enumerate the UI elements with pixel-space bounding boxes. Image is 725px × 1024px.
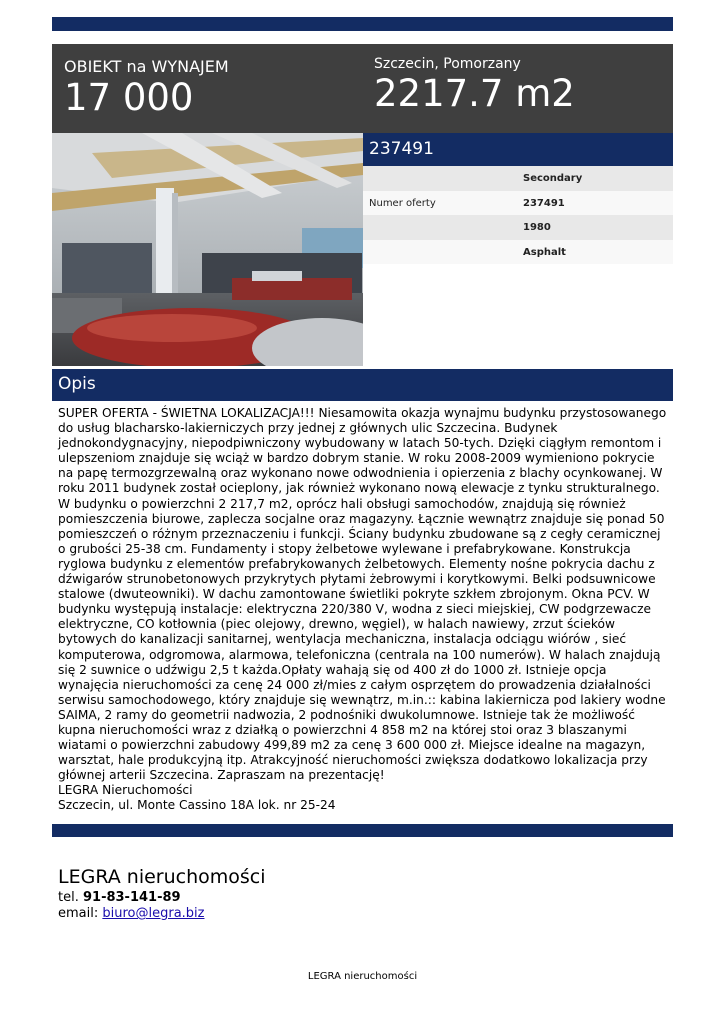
spec-label: Numer oferty (369, 197, 436, 209)
phone-label: tel. (58, 890, 79, 905)
spec-value: 1980 (523, 222, 551, 233)
top-bar (52, 17, 673, 31)
description-agency: LEGRA Nieruchomości (58, 783, 193, 798)
contact-phone (58, 890, 181, 905)
agency-name: LEGRA nieruchomości (58, 866, 266, 888)
page-footer: LEGRA nieruchomości (307, 971, 418, 982)
offer-type: OBIEKT na WYNAJEM (64, 57, 229, 76)
offer-location: Szczecin, Pomorzany (374, 56, 521, 72)
property-photo (52, 133, 363, 366)
offer-price: 17 000 (64, 76, 194, 119)
description-paragraph: SUPER OFERTA - ŚWIETNA LOKALIZACJA!!! Niesamowita okazja wynajmu budynku przystosowanego do usług blacharsko-lakierniczych przy jednej z głównych ulic Szczecina. Budynek jednokondygnacyjny, niepodpiwniczony wybudowany w latach 50-tych. Dzięki ciągłym remontom i ulepszeniom znajduje się wciąż w bardzo dobrym stanie. W roku 2008-2009 wymieniono pokrycie na papę termozgrzewalną oraz wykonano nowe odwodnienia i opierzenia z blachy ocynkowanej. W roku 2011 budynek został ocieplony, jak również wykonano nową elewacje z tynku strukturalnego. W budynku o powierzchni 2 217,7 m2, oprócz hali obsługi samochodów, znajdują się również pomieszczenia biurowe, zaplecza socjalne oraz magazyny. Łącznie wewnątrz znajduje się ponad 50 pomieszczeń o różnym przeznaczeniu i funkcji. Ściany budynku zbudowane są z cegły ceramicznej o grubości 25-38 cm. Fundamenty i stopy żelbetowe wylewane i prefabrykowane. Konstrukcja ryglowa budynku z elementów prefabrykowanych żelbetowych. Elementy nośne pokrycia dachu z dźwigarów strunobetonowych przykrytych płytami żebrowymi i korytkowymi. Belki podsuwnicowe stalowe (dwuteowniki). W dachu zamontowane świetliki pokryte szkłem zbrojonym. Okna PCV. W budynku występują instalacje: elektryczna 220/380 V, wodna z sieci miejskiej, CW podgrzewacze elektryczne, CO kotłownia (piec olejowy, drewno, węgiel), w halach nawiewy, zrzut ścieków bytowych do kanalizacji sanitarnej, wentylacja mechaniczna, instalacja odciągu wiórów , sieć komputerowa, odgromowa, alarmowa, telefoniczna (centrala na 100 numerów). W halach znajdują się 2 suwnice o udźwigu 2,5 t każda.Opłaty wahają się od 400 zł do 1000 zł. Istnieje opcja wynajęcia nieruchomości za cenę 24 000 zł/mies z całym osprzętem do prowadzenia działalności serwisu samochodowego, który znajduje się wewnątrz, m.in.:: kabina lakiernicza pod lakiery wodne SAIMA, 2 ramy do geometrii nadwozia, 2 podnośniki dwukolumnowe. Istnieje tak że możliwość kupna nieruchomości wraz z działką o powierzchni 4 858 m2 na której stoi oraz 3 blaszanymi wiatami o powierzchni zabudowy 499,89 m2 za cenę 3 600 000 zł. Miejsce idealne na magazyn, warsztat, hale produkcyjną itp. Atrakcyjność nieruchomości zwiększa dodatkowo lokalizacja przy głównej arterii Szczecina. Zapraszam na prezentację! (58, 406, 667, 783)
description-heading-bar (52, 369, 673, 401)
phone-number: 91-83-141-89 (82, 890, 181, 905)
spec-row (363, 166, 673, 191)
description-text (58, 406, 670, 814)
spec-value: 237491 (523, 197, 565, 209)
garage-interior-image (52, 133, 363, 366)
description-address: Szczecin, ul. Monte Cassino 18A lok. nr 25-24 (58, 798, 336, 813)
specs-table (363, 166, 673, 264)
spec-row (363, 191, 673, 216)
bottom-bar (52, 824, 673, 837)
offer-id: 237491 (369, 139, 434, 159)
spec-row (363, 240, 673, 265)
spec-value: Secondary (523, 173, 583, 184)
spec-row (363, 215, 673, 240)
spec-value: Asphalt (523, 246, 566, 258)
offer-area: 2217.7 m2 (374, 72, 575, 115)
email-link[interactable]: biuro@legra.biz (102, 906, 205, 921)
offer-header (52, 44, 673, 133)
email-label: email: (58, 906, 99, 921)
contact-email (58, 906, 204, 921)
offer-id-bar (363, 133, 673, 166)
description-heading: Opis (58, 374, 96, 394)
